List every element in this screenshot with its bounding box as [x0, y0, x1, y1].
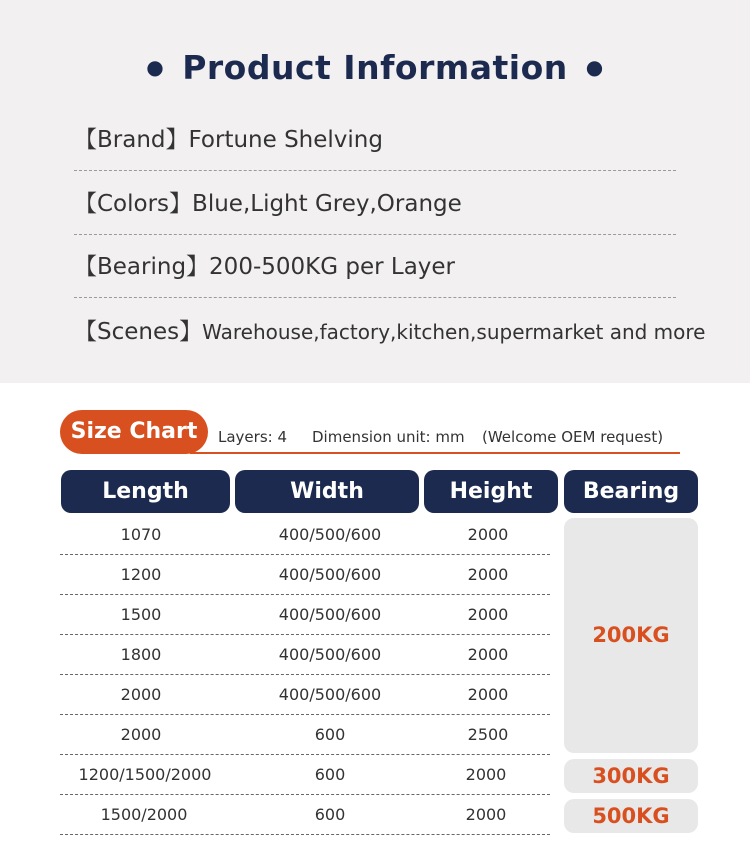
table-row [60, 515, 550, 555]
layers-label: Layers: 4 [218, 428, 288, 446]
cell-width: 600 [314, 805, 346, 824]
cell-length: 2000 [120, 685, 162, 704]
cell-length: 2000 [120, 725, 162, 744]
product-info-section [0, 0, 750, 383]
info-value: 200-500KG per Layer [209, 254, 456, 280]
table-row [60, 555, 550, 595]
bearing-200kg: 200KG [564, 518, 698, 753]
cell-height: 2500 [467, 725, 509, 744]
info-value: Fortune Shelving [188, 127, 383, 153]
info-key: 【Bearing】 [74, 254, 210, 280]
info-value: Warehouse,factory,kitchen,supermarket and more [202, 320, 706, 344]
bearing-500kg: 500KG [564, 799, 698, 833]
table-row [60, 755, 550, 795]
cell-length: 1070 [120, 525, 162, 544]
cell-height: 2000 [467, 685, 509, 704]
info-row-brand [74, 107, 676, 171]
column-header-width: Width [235, 470, 419, 513]
bearing-300kg: 300KG [564, 759, 698, 793]
info-key: 【Scenes】 [74, 319, 203, 345]
table-row [60, 635, 550, 675]
info-value: Blue,Light Grey,Orange [192, 191, 462, 217]
cell-length: 1500/2000 [100, 805, 188, 824]
cell-height: 2000 [467, 645, 509, 664]
info-key: 【Brand】 [74, 127, 189, 153]
cell-width: 600 [314, 725, 346, 744]
cell-width: 400/500/600 [278, 525, 382, 544]
info-row-colors [74, 171, 676, 235]
cell-width: 400/500/600 [278, 685, 382, 704]
table-row [60, 675, 550, 715]
cell-length: 1200 [120, 565, 162, 584]
bullet-dot-icon: ● [585, 54, 604, 79]
info-row-bearing [74, 234, 676, 298]
column-header-height: Height [424, 470, 558, 513]
dimension-unit-label: Dimension unit: mm [312, 428, 465, 446]
cell-width: 400/500/600 [278, 645, 382, 664]
cell-height: 2000 [467, 605, 509, 624]
product-info-title [0, 48, 750, 87]
column-header-bearing: Bearing [564, 470, 698, 513]
cell-height: 2000 [467, 525, 509, 544]
info-key: 【Colors】 [74, 191, 193, 217]
cell-width: 400/500/600 [278, 565, 382, 584]
cell-width: 400/500/600 [278, 605, 382, 624]
table-row [60, 715, 550, 755]
size-chart-badge: Size Chart [60, 410, 208, 454]
size-chart-underline [190, 452, 680, 454]
info-row-scenes [74, 298, 706, 362]
cell-length: 1800 [120, 645, 162, 664]
product-info-title-text: Product Information [182, 48, 568, 87]
cell-height: 2000 [465, 805, 507, 824]
oem-request-label: (Welcome OEM request) [482, 428, 664, 446]
cell-length: 1500 [120, 605, 162, 624]
cell-height: 2000 [465, 765, 507, 784]
bullet-dot-icon: ● [146, 54, 165, 79]
cell-length: 1200/1500/2000 [78, 765, 212, 784]
size-chart-header [60, 410, 680, 454]
cell-width: 600 [314, 765, 346, 784]
column-header-length: Length [61, 470, 230, 513]
cell-height: 2000 [467, 565, 509, 584]
table-row [60, 795, 550, 835]
table-row [60, 595, 550, 635]
